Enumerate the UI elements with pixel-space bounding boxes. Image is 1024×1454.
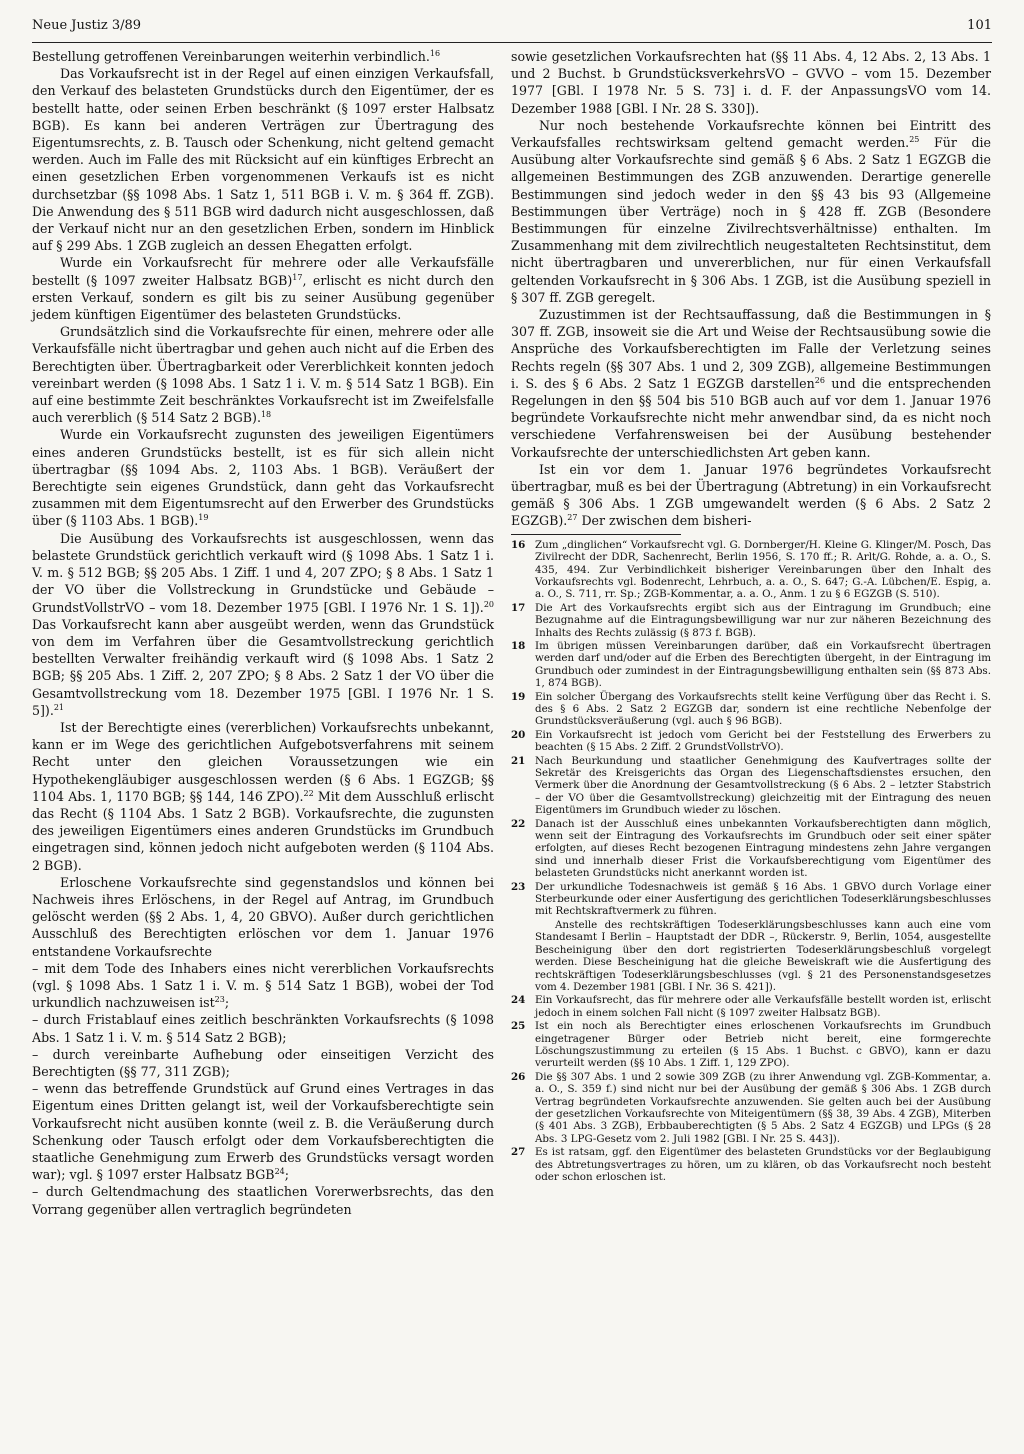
dash-list-item <box>32 1046 494 1080</box>
footnote-text: Es ist ratsam, ggf. den Eigentümer des belasteten Grundstücks vor der Beglaubigung des Abtretungsvertrages zu hören, um zu klären, ob das Vorkaufsrecht noch besteht oder schon erloschen ist. <box>535 1146 991 1183</box>
footnote-reference: 16 <box>429 48 441 58</box>
paragraph-text: sowie gesetzlichen Vorkaufsrechten hat (§§ 11 Abs. 4, 12 Abs. 2, 13 Abs. 1 und 2 Buchst. b GrundstücksverkehrsVO – GVVO – vom 15. Dezember 1977 [GBl. I 1978 Nr. 5 S. 73] i. d. F. der AnpassungsVO vom 14. Dezember 1988 [GBl. I Nr. 28 S. 330]). <box>511 49 991 116</box>
right-column-body <box>511 48 991 530</box>
footnote-reference: 24 <box>274 1167 285 1177</box>
footnote-text: Ein solcher Übergang des Vorkaufsrechts stellt keine Verfügung über das Recht i. S. des § 6 Abs. 2 Satz 2 EGZGB dar, sondern ist eine rechtliche Nebenfolge der Grundstücksveräußerung (vgl. auch § 96 BGB). <box>535 690 991 728</box>
footnote <box>511 881 991 918</box>
footnote-continuation: Anstelle des rechtskräftigen Todeserklärungsbeschlusses kann auch eine vom Standesamt I Berlin – Hauptstadt der DDR –, Rückerstr. 9, Berlin, 1054, ausgestellte Bescheinigung über den dort registrierten Todeserklärungsbeschluß vorgelegt werden. Diese Bescheinigung hat die gleiche Beweiskraft wie die Ausfertigung des rechtskräftigen Todeserklärungsbeschlusses (vgl. § 21 des Personenstandsgesetzes vom 4. Dezember 1981 [GBl. I Nr. 36 S. 421]). <box>535 918 991 993</box>
page-header <box>32 18 992 43</box>
dash-list-item <box>32 1183 494 1217</box>
footnote <box>511 1071 991 1145</box>
footnote-number: 25 <box>511 1020 526 1033</box>
paragraph-text: – mit dem Tode des Inhabers eines nicht vererblichen Vorkaufsrechts (vgl. § 1098 Abs. 1 Satz 1 i. V. m. § 514 Satz 1 BGB), wobei der Tod urkundlich nachzuweisen ist <box>32 960 494 1011</box>
paragraph-text: Zuzustimmen ist der Rechtsauffassung, daß die Bestimmungen in § 307 ff. ZGB, insoweit sie die Art und Weise der Rechtsausübung sowie die Ansprüche des Vorkaufsberechtigten im Falle der Verletzung seines Rechts regeln (§§ 307 Abs. 1 und 2, 309 ZGB), allgemeine Bestimmungen i. S. des § 6 Abs. 2 Satz 1 EGZGB darstellen <box>511 307 991 391</box>
paragraph-text: Mit dem Ausschluß erlischt das Recht (§ 1104 Abs. 1 Satz 2 BGB). Vorkaufsrechte, die zugunsten des jeweiligen Eigentümers eines anderen Grundstücks im Grundbuch eingetragen sind, können jedoch nicht aufgeboten werden (§ 1104 Abs. 2 BGB). <box>32 788 494 873</box>
footnote-rule <box>511 534 681 535</box>
paragraph <box>32 254 494 323</box>
paragraph <box>32 323 494 426</box>
paragraph-text: Wurde ein Vorkaufsrecht für mehrere oder alle Verkaufsfälle bestellt (§ 1097 zweiter Halbsatz BGB) <box>32 255 494 288</box>
paragraph-text: Der zwischen dem bisheri- <box>577 513 752 529</box>
paragraph <box>511 306 991 461</box>
footnote-reference: 17 <box>292 272 303 282</box>
footnote-text: Danach ist der Ausschluß eines unbekannten Vorkaufsberechtigten dann möglich, wenn seit der Eintragung des Vorkaufsrechts im Grundbuch oder seit einer später erfolgten, auf dieses Recht bezogenen Eintragung mindestens zehn Jahre vergangen sind und innerhalb dieser Frist die Vorkaufsberechtigung vom Eigentümer des belasteten Grundstücks nicht anerkannt worden ist. <box>535 817 991 880</box>
dash-list-item <box>32 1011 494 1045</box>
footnotes <box>511 539 991 1184</box>
footnote-reference: 27 <box>567 513 578 523</box>
footnote <box>511 994 991 1019</box>
paragraph <box>32 874 494 960</box>
footnote-reference: 22 <box>303 788 314 798</box>
paragraph-text: Wurde ein Vorkaufsrecht zugunsten des jeweiligen Eigentümers eines anderen Grundstücks bestellt, ist es für sich allein nicht übertragbar (§§ 1094 Abs. 2, 1103 Abs. 1 BGB). Veräußert der Berechtigte sein eigenes Grundstück, dann geht das Vorkaufsrecht zusammen mit dem Eigentumsrecht auf den Erwerber des Grundstücks über (§ 1103 Abs. 1 BGB). <box>32 427 494 529</box>
footnote <box>511 1020 991 1070</box>
paragraph-text: Grundsätzlich sind die Vorkaufsrechte für einen, mehrere oder alle Verkaufsfälle nicht übertragbar und gehen auch nicht auf die Erben des Berechtigten über. Übertragbarkeit oder Vererblichkeit konnten jedoch vereinbart werden (§ 1098 Abs. 1 Satz 1 i. V. m. § 514 Satz 1 BGB). Ein auf eine bestimmte Zeit beschränktes Vorkaufsrecht ist im Zweifelsfalle auch vererblich (§ 514 Satz 2 BGB). <box>32 324 494 426</box>
footnote <box>511 755 991 817</box>
page-number: 101 <box>967 18 992 33</box>
footnote-number: 20 <box>511 728 526 741</box>
footnote-text: Zum „dinglichen“ Vorkaufsrecht vgl. G. Dornberger/H. Kleine G. Klinger/M. Posch, Das Zivilrecht der DDR, Sachenrecht, Berlin 1956, S. 170 ff.; R. Arlt/G. Rohde, a. a. O., S. 435, 494. Zur Verbindlichkeit bisheriger Vereinbarungen über den Inhalt des Vorkaufsrechts vgl. Bodenrecht, Lehrbuch, a. a. O., S. 647; G.-A. Lübchen/E. Espig, a. a. O., S. 711, rr. Sp.; ZGB-Kommentar, a. a. O., Anm. 1 zu § 6 EGZGB (S. 510). <box>535 538 991 601</box>
footnote-text: Die §§ 307 Abs. 1 und 2 sowie 309 ZGB (zu ihrer Anwendung vgl. ZGB-Kommentar, a. a. O., S. 359 f.) sind nicht nur bei der Ausübung der gemäß § 306 Abs. 1 ZGB durch Vertrag begründeten Vorkaufsrechte anzuwenden. Sie gelten auch bei der Ausübung der gesetzlichen Vorkaufsrechte von Miteigentümern (§§ 38, 39 Abs. 4 ZGB), Miterben (§ 401 Abs. 3 ZGB), Erbbauberechtigten (§ 5 Abs. 2 Satz 4 EGZGB) und LPGs (§ 28 Abs. 3 LPG-Gesetz vom 2. Juli 1982 [GBl. I Nr. 25 S. 443]). <box>535 1070 991 1145</box>
paragraph-text: Für die Ausübung alter Vorkaufsrechte sind gemäß § 6 Abs. 2 Satz 1 EGZGB die allgemeinen Bestimmungen des ZGB anzuwenden. Derartige generelle Bestimmungen sind jedoch weder in den §§ 43 bis 93 (Allgemeine Bestimmungen über Verträge) noch in § 428 ff. ZGB (Besondere Bestimmungen für einzelne Zivilrechtsverhältnisse) enthalten. Im Zusammenhang mit dem zivilrechtlich neugestalteten Rechtsinstitut, dem nicht übertragbaren und unvererblichen, nur für einen Verkaufsfall geltenden Vorkaufsrecht in § 306 Abs. 1 ZGB, ist die Ausübung speziell in § 307 ff. ZGB geregelt. <box>511 135 991 305</box>
footnote-text: Ein Vorkaufsrecht ist jedoch vom Gericht bei der Feststellung des Erwerbers zu beachten (§ 15 Abs. 2 Ziff. 2 GrundstVollstrVO). <box>535 728 991 754</box>
paragraph-text: , erlischt es nicht durch den ersten Verkauf, sondern es gilt bis zu seiner Ausübung gegenüber jedem künftigen Eigentümer des belasteten Grundstücks. <box>32 272 494 323</box>
paragraph-text: Das Vorkaufsrecht kann aber ausgeübt werden, wenn das Grundstück von dem im Verfahren über die Gesamtvollstreckung gerichtlich bestellten Verwalter freihändig verkauft wird (§ 1098 Abs. 1 Satz 2 BGB; §§ 205 Abs. 1 Ziff. 2, 207 ZPO; § 8 Abs. 2 Satz 1 der VO über die Gesamtvollstreckung vom 18. Dezember 1975 [GBl. I 1976 Nr. 1 S. 5]). <box>32 616 494 718</box>
footnote-reference: 21 <box>53 702 65 712</box>
footnote-text: Nach Beurkundung und staatlicher Genehmigung des Kaufvertrages sollte der Sekretär des Kreisgerichts das Organ des Liegenschaftsdienstes ersuchen, den Vermerk über die Anordnung der Gesamtvollstreckung (§ 6 Abs. 2 – letzter Stabstrich – der VO über die Gesamtvollstreckung) gleichzeitig mit der Eintragung des neuen Eigentümers im Grundbuch wieder zu löschen. <box>535 754 991 817</box>
paragraph-text: Bestellung getroffenen Vereinbarungen weiterhin verbindlich. <box>32 49 430 64</box>
footnote <box>511 818 991 880</box>
footnote-number: 23 <box>511 880 526 893</box>
footnote <box>511 691 991 728</box>
paragraph-text: – durch vereinbarte Aufhebung oder einseitigen Verzicht des Berechtigten (§§ 77, 311 ZGB); <box>32 1046 494 1079</box>
footnote-reference: 23 <box>214 994 225 1004</box>
footnote-reference: 18 <box>260 410 272 420</box>
paragraph-text: – durch Geltendmachung des staatlichen Vorerwerbsrechts, das den Vorrang gegenüber allen vertraglich begründeten <box>32 1184 494 1217</box>
footnote-reference: 25 <box>909 134 920 144</box>
footnote-text: Der urkundliche Todesnachweis ist gemäß § 16 Abs. 1 GBVO durch Vorlage einer Sterbeurkunde oder einer Ausfertigung des gerichtlichen Todeserklärungsbeschlusses mit Rechtskraftvermerk zu führen. <box>535 880 991 918</box>
footnote-text: Ein Vorkaufsrecht, das für mehrere oder alle Verkaufsfälle bestellt worden ist, erlischt jedoch in einem solchen Fall nicht (§ 1097 zweiter Halbsatz BGB). <box>535 994 991 1019</box>
footnote <box>511 539 991 601</box>
footnote-text: Die Art des Vorkaufsrechts ergibt sich aus der Eintragung im Grundbuch; eine Bezugnahme auf die Eintragungsbewilligung war nur zur näheren Bezeichnung des Inhalts des Rechts zulässig (§ 873 f. BGB). <box>535 601 991 639</box>
footnote <box>511 640 991 690</box>
footnote-number: 22 <box>511 817 526 830</box>
paragraph <box>511 461 991 530</box>
footnote-text: Im übrigen müssen Vereinbarungen darüber, daß ein Vorkaufsrecht übertragen werden darf und/oder auf die Erben des Berechtigten übergeht, in der Eintragung im Grundbuch oder zumindest in der Eintragungsbewilligung enthalten sein (§§ 873 Abs. 1, 874 BGB). <box>535 639 991 690</box>
footnote-number: 16 <box>511 538 526 551</box>
footnote <box>511 729 991 754</box>
footnote-number: 19 <box>511 690 526 703</box>
dash-list-item <box>32 1080 494 1183</box>
footnote-number: 21 <box>511 754 526 767</box>
dash-list-item <box>32 960 494 1012</box>
paragraph-text: Erloschene Vorkaufsrechte sind gegenstandslos und können bei Nachweis ihres Erlöschens, in der Regel auf Antrag, im Grundbuch gelöscht werden (§§ 2 Abs. 1, 4, 20 GBVO). Außer durch gerichtlichen Ausschluß des Berechtigten erlöschen vor dem 1. Januar 1976 entstandene Vorkaufsrechte <box>32 874 494 959</box>
paragraph <box>32 719 494 874</box>
footnote <box>511 1146 991 1183</box>
footnote-number: 17 <box>511 601 526 614</box>
paragraph <box>32 530 494 719</box>
footnote-number: 27 <box>511 1146 526 1159</box>
footnote-reference: 19 <box>198 513 209 523</box>
footnote <box>511 602 991 639</box>
paragraph-text: Ist der Berechtigte eines (vererblichen) Vorkaufsrechts unbekannt, kann er im Wege des gerichtlichen Aufgebotsverfahrens mit seinem Recht unter den gleichen Voraussetzungen wie ein Hypothekengläubiger ausgeschlossen werden (§ 6 Abs. 1 EGZGB; §§ 1104 Abs. 1, 1170 BGB; §§ 144, 146 ZPO). <box>32 719 494 804</box>
paragraph <box>32 65 494 254</box>
paragraph-text: Nur noch bestehende Vorkaufsrechte können bei Eintritt des Verkaufsfalles rechtswirksam geltend gemacht werden. <box>511 117 991 151</box>
footnote-text: Ist ein noch als Berechtigter eines erloschenen Vorkaufsrechts im Grundbuch eingetragener Bürger oder Betrieb nicht bereit, eine formgerechte Löschungszustimmung zu erteilen (§ 15 Abs. 1 Buchst. c GBVO), kann er dazu verurteilt werden (§§ 10 Abs. 1 Ziff. 1, 129 ZPO). <box>535 1020 991 1070</box>
paragraph-text: – durch Fristablauf eines zeitlich beschränkten Vorkaufsrechts (§ 1098 Abs. 1 Satz 1 i. V. m. § 514 Satz 2 BGB); <box>32 1012 494 1045</box>
paragraph-text: – wenn das betreffende Grundstück auf Grund eines Vertrages in das Eigentum eines Dritten gelangt ist, weil der Vorkaufsberechtigte sein Vorkaufsrecht nicht ausüben konnte (weil z. B. die Veräußerung durch Schenkung oder Tausch erfolgt oder dem Vorkaufsberechtigten die staatliche Genehmigung zum Erwerb des Grundstücks versagt worden war); vgl. § 1097 erster Halbsatz BGB <box>32 1081 494 1183</box>
left-column <box>32 48 494 1218</box>
paragraph-text: ; <box>284 1167 289 1183</box>
right-column <box>511 48 991 1184</box>
paragraph <box>511 117 991 306</box>
journal-title: Neue Justiz 3/89 <box>32 18 142 33</box>
paragraph-text: Ist ein vor dem 1. Januar 1976 begründetes Vorkaufsrecht übertragbar, muß es bei der Übertragung (Abtretung) in ein Vorkaufsrecht gemäß § 306 Abs. 1 ZGB umgewandelt werden (§ 6 Abs. 2 Satz 2 EGZGB). <box>511 461 991 529</box>
footnote-reference: 20 <box>483 599 494 609</box>
paragraph <box>32 48 494 65</box>
footnote-reference: 26 <box>814 375 825 385</box>
footnote-number: 26 <box>511 1070 526 1083</box>
paragraph <box>32 426 494 529</box>
paragraph-text: und die entsprechenden Regelungen in den §§ 504 bis 510 BGB auch auf vor dem 1. Januar 1976 begründete Vorkaufsrechte nicht mehr anwendbar sind, da es nicht noch verschiedene Verfahrensweisen bei der Ausübung bestehender Vorkaufsrechte der unterschiedlichsten Art geben kann. <box>511 375 991 460</box>
paragraph <box>511 48 991 117</box>
footnote-number: 18 <box>511 639 526 652</box>
paragraph-text: Die Ausübung des Vorkaufsrechts ist ausgeschlossen, wenn das belastete Grundstück gerichtlich verkauft wird (§ 1098 Abs. 1 Satz 1 i. V. m. § 512 BGB; §§ 205 Abs. 1 Ziff. 1 und 4, 207 ZPO; § 8 Abs. 1 Satz 1 der VO über die Vollstreckung in Grundstücke und Gebäude – GrundstVollstrVO – vom 18. Dezember 1975 [GBl. I 1976 Nr. 1 S. 1]). <box>32 530 494 615</box>
paragraph-text: ; <box>224 995 230 1011</box>
footnote-number: 24 <box>511 994 526 1007</box>
paragraph-text: Das Vorkaufsrecht ist in der Regel auf einen einzigen Verkaufsfall, den Verkauf des belasteten Grundstücks durch den Eigentümer, der es bestellt hatte, oder seinen Erben beschränkt (§ 1097 erster Halbsatz BGB). Es kann bei anderen Verträgen zur Übertragung des Eigentumsrechts, z. B. Tausch oder Schenkung, nicht geltend gemacht werden. Auch im Falle des mit Rücksicht auf ein künftiges Erbrecht an einen gesetzlichen Erben vorgenommenen Verkaufs ist es nicht durchsetzbar (§§ 1098 Abs. 1 Satz 1, 511 BGB i. V. m. § 364 ff. ZGB). Die Anwendung des § 511 BGB wird dadurch nicht ausgeschlossen, daß der Verkauf nicht nur an den gesetzlichen Erben, sondern im Hinblick auf § 299 Abs. 1 ZGB zugleich an dessen Ehegatten erfolgt. <box>32 66 494 254</box>
